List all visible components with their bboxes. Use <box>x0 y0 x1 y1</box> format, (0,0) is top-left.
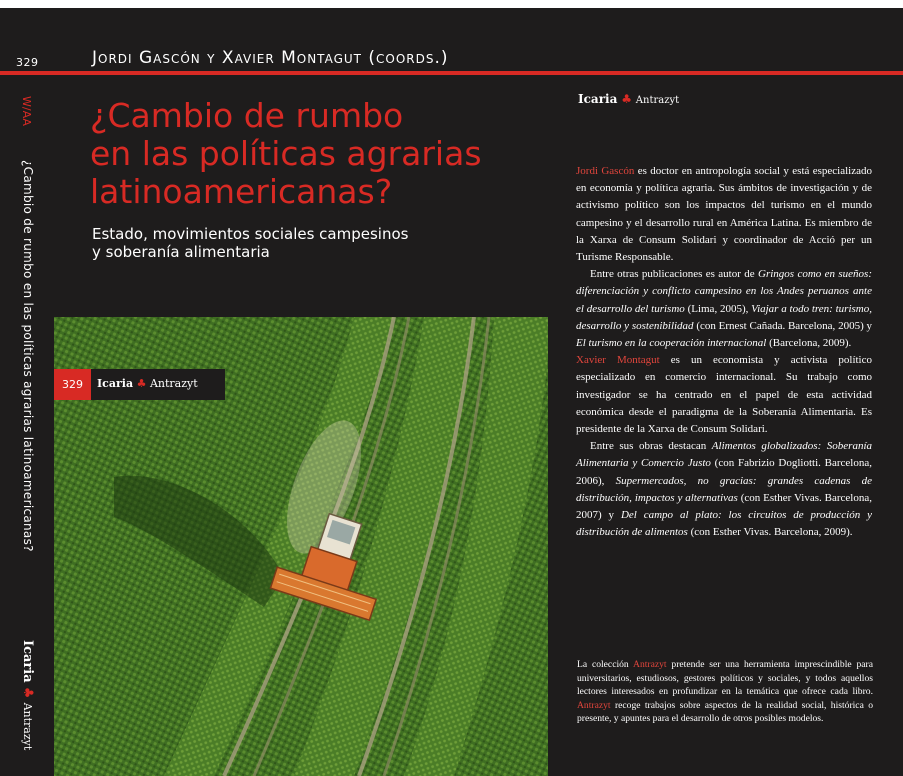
top-margin <box>0 0 903 8</box>
spine-code: W/AA <box>20 96 33 126</box>
author-name: Jordi Gascón <box>576 165 635 177</box>
red-rule <box>0 71 903 75</box>
publications-montagut <box>576 438 872 541</box>
collection-text: recoge trabajos sobre aspectos de la realidad social, histórica o presente, y apuntes para el desarrollo de otros posibles modelos. <box>577 699 873 724</box>
bio-text: (con Esther Vivas. Barcelona, 2007) y <box>576 491 872 522</box>
badge-brand-name: Icaria <box>97 377 134 390</box>
back-brand-sub: Antrazyt <box>635 95 680 106</box>
book-ref: Viajar a todo tren: turismo, desarrollo y sostenibilidad <box>576 302 872 332</box>
badge-brand <box>97 377 198 390</box>
spine-brand-sub: Antrazyt <box>21 702 34 751</box>
title-line: en las políticas agrarias <box>90 134 482 173</box>
publications-gascon <box>576 266 872 352</box>
back-brand <box>578 92 679 106</box>
collection-description <box>577 658 873 726</box>
bio-text: (con Esther Vivas. Barcelona, 2009). <box>687 526 853 539</box>
collection-text: pretende ser una herramienta imprescindible para universitarios, estudiosos, gestores políticos y sociales, y todos aquellos lectores interesados en profundizar en la temática que ofrece cada libro. <box>577 659 873 697</box>
flame-icon: ♣ <box>20 686 35 699</box>
bio-text: Entre otras publicaciones es autor de <box>590 268 759 281</box>
series-badge <box>54 369 225 400</box>
flame-icon: ♣ <box>621 92 632 106</box>
book-ref: Gringos como en sueños: diferenciación y conflicto campesino en los Andes peruanos ante el desarrollo del turismo <box>576 268 872 315</box>
bio-text: (con Fabrizio Dogliotti. Barcelona, 2006), <box>576 457 872 487</box>
bio-montagut <box>576 352 872 438</box>
badge-brand-sub: Antrazyt <box>149 377 198 390</box>
book-ref: Supermercados, no gracias: grandes cadenas de distribución, impactos y alternativas <box>576 474 872 504</box>
book-ref: El turismo en la cooperación internacional <box>576 337 767 350</box>
spine-title: ¿Cambio de rumbo en las políticas agrarias latinoamericanas? <box>21 160 35 552</box>
flame-icon: ♣ <box>136 377 147 390</box>
bio-text: (Lima, 2005), <box>684 302 752 315</box>
subtitle-line: y soberanía alimentaria <box>92 243 270 261</box>
author-name: Xavier Montagut <box>576 354 660 367</box>
bio-text: (con Ernest Cañada. Barcelona, 2005) y <box>693 319 872 332</box>
collection-name: Antrazyt <box>577 699 611 711</box>
collection-text: La colección <box>577 659 634 670</box>
bio-text: Entre sus obras destacan <box>590 440 712 453</box>
back-brand-name: Icaria <box>578 92 618 106</box>
title-line: ¿Cambio de rumbo <box>90 96 404 135</box>
book-subtitle <box>92 225 512 261</box>
bio-text: es un economista y activista político especializado en comercio internacional. Su trabajo como investigador se ha centrado en el papel de esta actividad económica desde el paradigma de la Soberanía Alimentaria. Es presidente de la Xarxa de Consum Solidari. <box>576 354 872 436</box>
collection-name: Antrazyt <box>633 659 667 670</box>
spine-brand <box>20 640 35 750</box>
spine-brand-name: Icaria <box>20 640 35 683</box>
author-bios <box>576 163 872 541</box>
bio-text: es doctor en antropología social y está especializado en economía y política agraria. Sus ámbitos de investigación y de activismo político son los impactos del turismo en el mundo campesino y el desarrollo rural en América Latina. Es miembro de la Xarxa de Consum Solidari y coordinador de Acció per un Turisme Responsable. <box>576 165 872 264</box>
bio-gascon <box>576 163 872 266</box>
book-ref: Del campo al plato: los circuitos de producción y distribución de alimentos <box>576 509 872 539</box>
authors: Jordi Gascón y Xavier Montagut (coords.) <box>92 48 449 68</box>
title-line: latinoamericanas? <box>90 172 393 211</box>
badge-number: 329 <box>54 369 91 400</box>
book-ref: Alimentos globalizados: Soberanía Alimentaria y Comercio Justo <box>576 440 873 470</box>
bio-text: (Barcelona, 2009). <box>766 337 852 350</box>
subtitle-line: Estado, movimientos sociales campesinos <box>92 225 409 243</box>
book-title <box>90 97 550 211</box>
series-number: 329 <box>16 56 39 69</box>
